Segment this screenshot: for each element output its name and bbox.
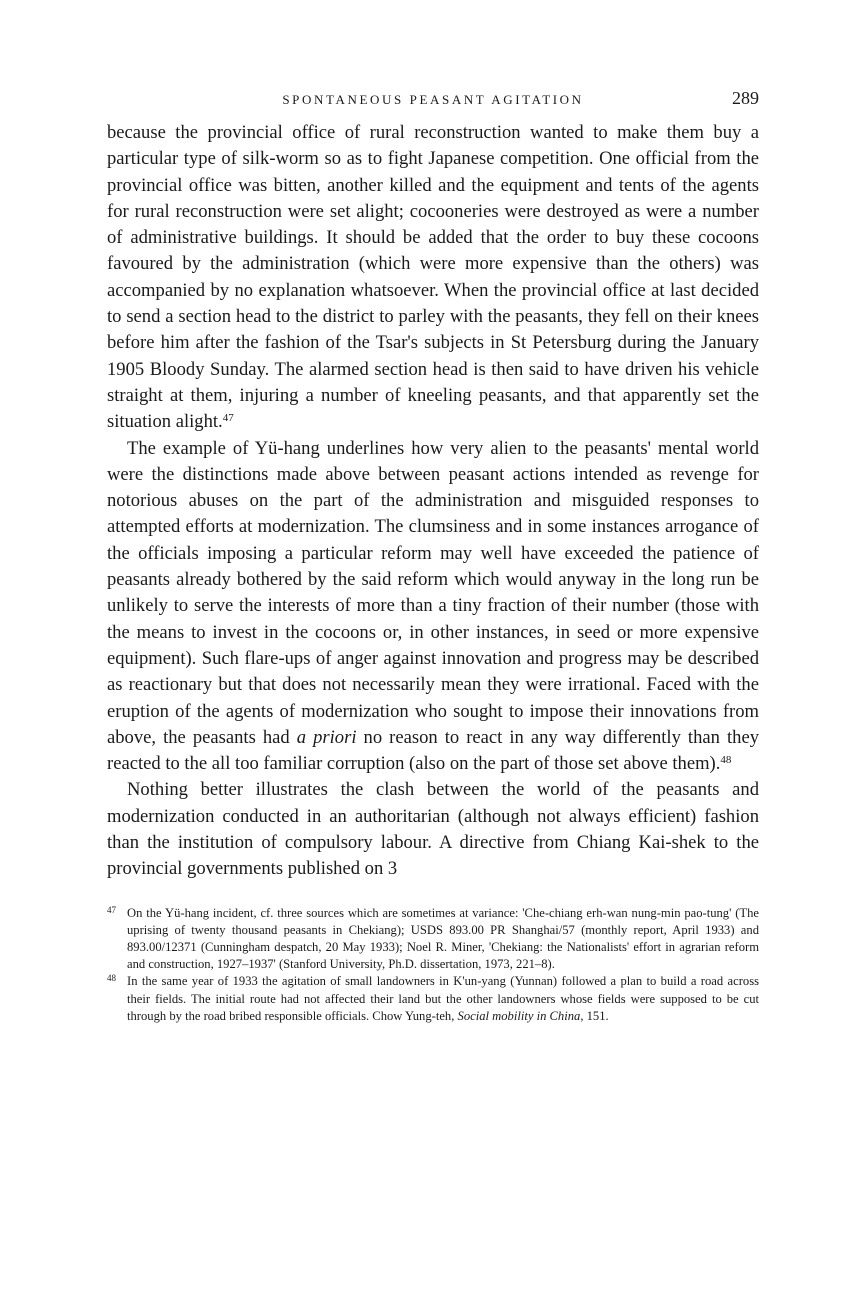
page-number: 289 xyxy=(732,88,759,108)
footnote-number: 47 xyxy=(107,904,116,915)
running-header xyxy=(107,84,759,120)
footnote-separator xyxy=(107,883,759,905)
paragraph-3-text: Nothing better illustrates the clash between the world of the peasants and modernization conducted in an authoritarian (although not always efficient) fashion than the institution of compulsory labour. A directive from Chiang Kai-shek to the provincial governments published on 3 xyxy=(107,779,759,880)
paragraph-2-text-a: The example of Yü-hang underlines how very alien to the peasants' mental world were the distinctions made above between peasant actions intended as revenge for notorious abuses on the part of the administration and misguided responses to attempted efforts at modernization. The clumsiness and in some instances arrogance of the officials imposing a particular reform may well have exceeded the patience of peasants already bothered by the said reform which would anyway in the long run be unlikely to serve the interests of more than a tiny fraction of their number (those with the means to invest in the cocoons or, in other instances, in seed or more expensive equipment). Such flare-ups of anger against innovation and progress may be described as reactionary but that does not necessarily mean they were irrational. Faced with the eruption of the agents of modernization who sought to impose their innovations from above, the peasants had xyxy=(107,437,759,748)
footnote-ref-48: 48 xyxy=(720,754,732,767)
paragraph-2 xyxy=(107,436,759,778)
footnote-ref-47: 47 xyxy=(222,412,234,425)
running-title: SPONTANEOUS PEASANT AGITATION xyxy=(282,92,584,107)
footnote-text-a: In the same year of 1933 the agitation of small landowners in K'un-yang (Yunnan) followed a plan to build a road across their fields. The initial route had not affected their land but the other landowners whose fields were supposed to be cut through by the road bribed responsible officials. Chow Yung-teh, xyxy=(127,974,759,1023)
footnote-text: On the Yü-hang incident, cf. three sources which are sometimes at variance: 'Che-chiang erh-wan nung-min pao-tung' (The uprising of twenty thousand peasants in Chekiang); USDS 893.00 PR Shanghai/57 (monthly report, April 1933) and 893.00/12371 (Cunningham despatch, 20 May 1933); Noel R. Miner, 'Chekiang: the Nationalists' effort in agrarian reform and construction, 1927–1937' (Stanford University, Ph.D. dissertation, 1973, 221–8). xyxy=(127,905,759,972)
footnote-text-b: , 151. xyxy=(580,1008,609,1023)
book-page xyxy=(107,84,759,1025)
footnote-48 xyxy=(107,973,759,1025)
paragraph-1 xyxy=(107,120,759,436)
footnotes xyxy=(107,905,759,1025)
paragraph-2-italic: a priori xyxy=(296,726,357,748)
paragraph-1-text: because the provincial office of rural reconstruction wanted to make them buy a particular type of silk-worm so as to fight Japanese competition. One official from the provincial office was bitten, another killed and the equipment and tents of the agents for rural reconstruction were set alight; cocooneries were destroyed as were a number of administrative buildings. It should be added that the order to buy these cocoons favoured by the administration (which were more expensive than the others) was accompanied by no explanation whatsoever. When the provincial office at last decided to send a section head to the district to parley with the peasants, they fell on their knees before him after the fashion of the Tsar's subjects in St Petersburg during the January 1905 Bloody Sunday. The alarmed section head is then said to have driven his vehicle straight at them, injuring a number of kneeling peasants, and that apparently set the situation alight. xyxy=(107,122,759,433)
paragraph-3 xyxy=(107,777,759,882)
footnote-number: 48 xyxy=(107,973,116,984)
paragraph-2-text-b: no reason to react in any way differently than they reacted to the all too familiar corruption (also on the part of those set above them). xyxy=(107,726,759,775)
footnote-book-title: Social mobility in China xyxy=(457,1008,581,1023)
main-text xyxy=(107,120,759,883)
footnote-47 xyxy=(107,905,759,974)
